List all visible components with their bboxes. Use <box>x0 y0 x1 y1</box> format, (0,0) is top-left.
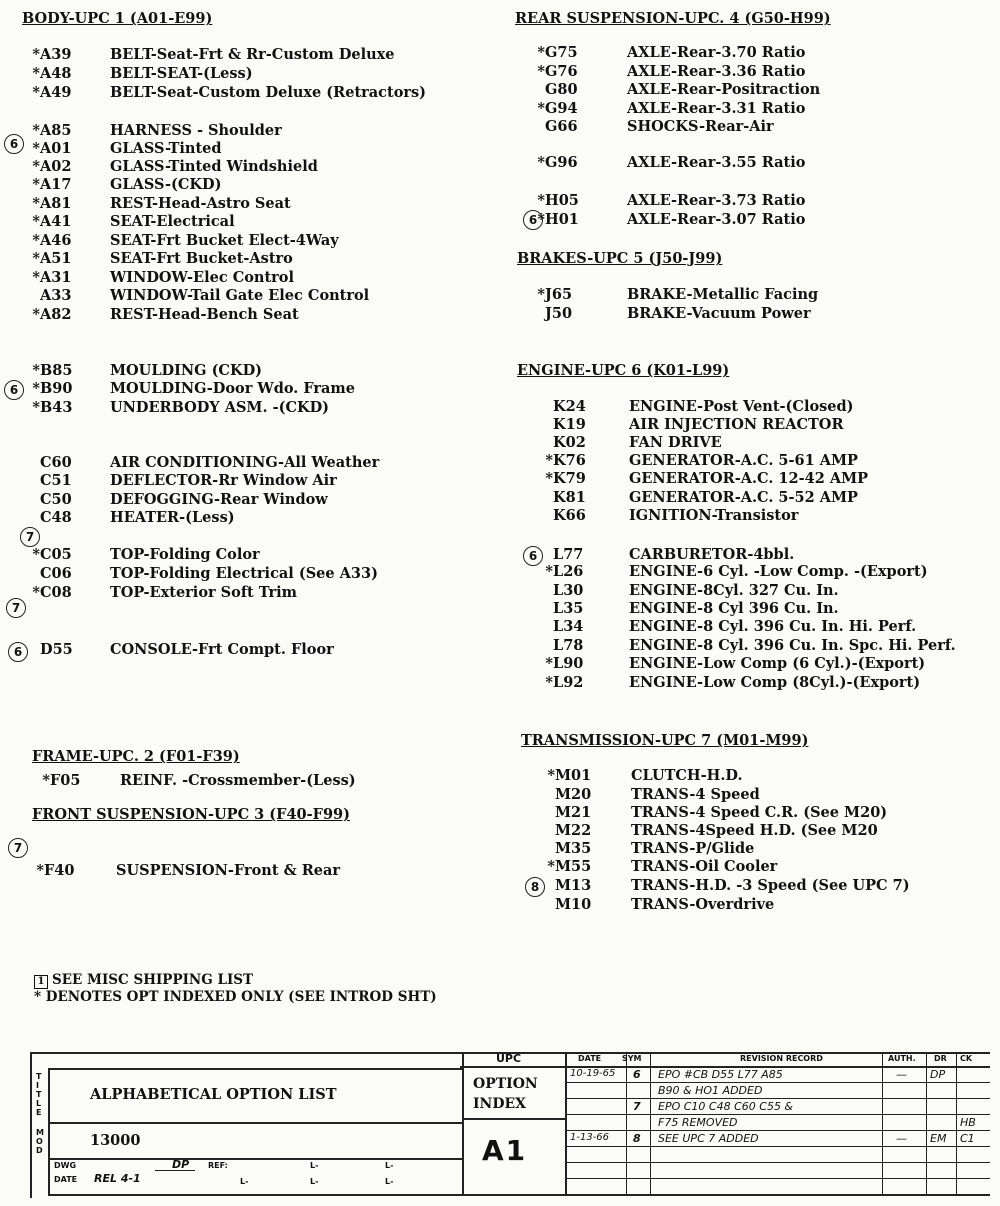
option-row <box>0 63 1000 81</box>
option-code: B85 <box>40 362 73 379</box>
option-row <box>0 674 1000 692</box>
opt-marker: * <box>32 546 40 563</box>
option-code: K81 <box>553 489 586 506</box>
revision-circle: 6 <box>523 210 543 230</box>
option-code: G80 <box>545 81 578 98</box>
option-row <box>0 637 1000 655</box>
rev-text: EPO C10 C48 C60 C55 & <box>658 1100 794 1113</box>
option-code: L92 <box>553 674 584 691</box>
option-row <box>0 100 1000 118</box>
option-code: K66 <box>553 507 586 524</box>
option-code: A46 <box>40 232 72 249</box>
option-code: A17 <box>40 176 72 193</box>
option-desc: TRANS-P/Glide <box>631 840 755 857</box>
option-code: M21 <box>555 804 592 821</box>
option-desc: CLUTCH-H.D. <box>631 767 743 784</box>
option-desc: CARBURETOR-4bbl. <box>629 546 795 563</box>
option-desc: DEFLECTOR-Rr Window Air <box>110 472 337 489</box>
note-denotes: * DENOTES OPT INDEXED ONLY (SEE INTROD SHT) <box>34 989 437 1005</box>
rev-text: SEE UPC 7 ADDED <box>658 1132 759 1145</box>
option-row <box>0 507 1000 525</box>
option-row <box>0 305 1000 323</box>
option-desc: SEAT-Frt Bucket Elect-4Way <box>110 232 339 249</box>
option-code: A82 <box>40 306 72 323</box>
option-desc: REINF. -Crossmember-(Less) <box>120 772 356 789</box>
option-row <box>0 44 1000 62</box>
opt-marker: * <box>547 767 555 784</box>
ref-label: REF: <box>208 1161 228 1170</box>
opt-marker: * <box>32 46 40 63</box>
opt-marker: * <box>545 655 553 672</box>
rear_susp-header: REAR SUSPENSION-UPC. 4 (G50-H99) <box>515 10 831 27</box>
option-code: G94 <box>545 100 578 117</box>
opt-marker: * <box>545 452 553 469</box>
option-code: G76 <box>545 63 578 80</box>
release-value: REL 4-1 <box>94 1172 141 1185</box>
l-label-1: L- <box>310 1161 319 1170</box>
option-row <box>0 81 1000 99</box>
option-code: K02 <box>553 434 586 451</box>
option-code: C06 <box>40 565 72 582</box>
option-code: G75 <box>545 44 578 61</box>
revision-circle: 6 <box>8 642 28 662</box>
option-desc: CONSOLE-Frt Compt. Floor <box>110 641 334 658</box>
option-row <box>0 489 1000 507</box>
revision-circle: 6 <box>523 546 543 566</box>
option-desc: ENGINE-6 Cyl. -Low Comp. -(Export) <box>629 563 928 580</box>
rev-ck: HB <box>960 1116 976 1129</box>
option-desc: MOULDING (CKD) <box>110 362 263 379</box>
option-desc: TRANS-4 Speed C.R. (See M20) <box>631 804 888 821</box>
option-row <box>0 655 1000 673</box>
option-row <box>0 250 1000 268</box>
option-desc: SEAT-Frt Bucket-Astro <box>110 250 293 267</box>
date-label: DATE <box>54 1175 78 1184</box>
option-desc: AXLE-Rear-Positraction <box>627 81 821 98</box>
mod-side-label: MOD <box>36 1128 44 1155</box>
rev-ck: C1 <box>960 1132 975 1145</box>
opt-marker: * <box>537 286 545 303</box>
auth-heading: AUTH. <box>888 1054 916 1063</box>
option-code: C48 <box>40 509 72 526</box>
dr-heading: DR <box>934 1054 947 1063</box>
option-desc: AXLE-Rear-3.73 Ratio <box>627 192 806 209</box>
option-code: M22 <box>555 822 592 839</box>
option-code: M13 <box>555 877 592 894</box>
opt-marker: * <box>545 563 553 580</box>
option-desc: AXLE-Rear-3.31 Ratio <box>627 100 806 117</box>
body-header: BODY-UPC 1 (A01-E99) <box>22 10 213 27</box>
sheet-number: A1 <box>482 1134 528 1167</box>
option-row <box>0 618 1000 636</box>
rev-dr: DP <box>930 1068 946 1081</box>
option-code: A33 <box>40 287 72 304</box>
opt-marker: * <box>32 65 40 82</box>
option-desc: AIR CONDITIONING-All Weather <box>110 454 380 471</box>
option-desc: TRANS-Overdrive <box>631 896 775 913</box>
option-row <box>0 767 1000 785</box>
option-code: C60 <box>40 454 72 471</box>
option-row <box>0 582 1000 600</box>
opt-marker: * <box>537 154 545 171</box>
option-row <box>0 822 1000 840</box>
opt-marker: * <box>32 306 40 323</box>
note-shipping-list: SEE MISC SHIPPING LIST <box>52 972 254 988</box>
front_susp-header: FRONT SUSPENSION-UPC 3 (F40-F99) <box>32 806 350 823</box>
option-desc: TOP-Exterior Soft Trim <box>110 584 298 601</box>
option-desc: TOP-Folding Electrical (See A33) <box>110 565 378 582</box>
option-code: A31 <box>40 269 72 286</box>
option-desc: TOP-Folding Color <box>110 546 260 563</box>
opt-marker: * <box>32 122 40 139</box>
dwg-label: DWG <box>54 1161 77 1170</box>
option-code: L35 <box>553 600 584 617</box>
l-label-4: L- <box>310 1177 319 1186</box>
option-desc: GENERATOR-A.C. 5-52 AMP <box>629 489 858 506</box>
rev-sym: 7 <box>633 1100 641 1113</box>
option-code: L90 <box>553 655 584 672</box>
option-code: C50 <box>40 491 72 508</box>
option-code: A81 <box>40 195 72 212</box>
option-desc: GLASS-Tinted Windshield <box>110 158 318 175</box>
option-code: A51 <box>40 250 72 267</box>
rev-auth: — <box>896 1132 907 1145</box>
opt-marker: * <box>32 250 40 267</box>
rev-sym: 8 <box>633 1132 641 1145</box>
dp-initials: DP <box>172 1158 190 1171</box>
opt-marker: * <box>537 211 545 228</box>
rev-text: B90 & HO1 ADDED <box>658 1084 763 1097</box>
rev-dr: EM <box>930 1132 947 1145</box>
note-box-number: 1 <box>34 975 48 989</box>
rev-sym: 6 <box>633 1068 641 1081</box>
option-desc: HARNESS - Shoulder <box>110 122 282 139</box>
option-code: M10 <box>555 896 592 913</box>
option-row <box>0 211 1000 229</box>
option-desc: BELT-SEAT-(Less) <box>110 65 253 82</box>
option-desc: ENGINE-Low Comp (8Cyl.)-(Export) <box>629 674 921 691</box>
option-desc: SUSPENSION-Front & Rear <box>116 862 341 879</box>
option-code: M01 <box>555 767 592 784</box>
date-heading: DATE <box>578 1054 602 1063</box>
option-code: A01 <box>40 140 72 157</box>
option-code: L78 <box>553 637 584 654</box>
option-code: M55 <box>555 858 592 875</box>
option-code: A02 <box>40 158 72 175</box>
opt-marker: * <box>537 44 545 61</box>
option-code: K76 <box>553 452 586 469</box>
option-row <box>0 470 1000 488</box>
option-code: H01 <box>545 211 579 228</box>
option-desc: ENGINE-8 Cyl. 396 Cu. In. Hi. Perf. <box>629 618 917 635</box>
engine-header: ENGINE-UPC 6 (K01-L99) <box>517 362 730 379</box>
option-row <box>0 563 1000 581</box>
option-desc: BELT-Seat-Custom Deluxe (Retractors) <box>110 84 427 101</box>
option-code: A39 <box>40 46 72 63</box>
option-desc: GLASS-Tinted <box>110 140 222 157</box>
opt-marker: * <box>537 63 545 80</box>
opt-marker: * <box>32 232 40 249</box>
option-code: L30 <box>553 582 584 599</box>
option-code: A48 <box>40 65 72 82</box>
option-code: C05 <box>40 546 72 563</box>
revision-heading: REVISION RECORD <box>740 1054 823 1063</box>
rev-text: EPO #CB D55 L77 A85 <box>658 1068 783 1081</box>
rev-text: F75 REMOVED <box>658 1116 738 1129</box>
option-desc: ENGINE-Low Comp (6 Cyl.)-(Export) <box>629 655 926 672</box>
option-row <box>0 858 1000 876</box>
option-code: K24 <box>553 398 586 415</box>
option-code: J65 <box>545 286 573 303</box>
title-side-label: TITLE <box>36 1072 42 1117</box>
option-row <box>0 452 1000 470</box>
option-row <box>0 269 1000 287</box>
option-code: M20 <box>555 786 592 803</box>
revision-circle: 7 <box>6 598 26 618</box>
frame-header: FRAME-UPC. 2 (F01-F39) <box>32 748 240 765</box>
option-desc: ENGINE-Post Vent-(Closed) <box>629 398 854 415</box>
option-desc: BELT-Seat-Frt & Rr-Custom Deluxe <box>110 46 395 63</box>
option-code: G66 <box>545 118 578 135</box>
opt-marker: * <box>32 84 40 101</box>
drawing-title: ALPHABETICAL OPTION LIST <box>90 1086 337 1103</box>
option-code: D55 <box>40 641 73 658</box>
option-desc: FAN DRIVE <box>629 434 722 451</box>
option-row <box>0 380 1000 398</box>
option-code: F40 <box>44 862 75 879</box>
option-desc: SHOCKS-Rear-Air <box>627 118 774 135</box>
option-row <box>0 600 1000 618</box>
option-row <box>0 232 1000 250</box>
option-row <box>0 896 1000 914</box>
option-desc: ENGINE-8 Cyl. 396 Cu. In. Spc. Hi. Perf. <box>629 637 956 654</box>
option-desc: TRANS-H.D. -3 Speed (See UPC 7) <box>631 877 910 894</box>
option-code: A49 <box>40 84 72 101</box>
option-desc: WINDOW-Elec Control <box>110 269 294 286</box>
rev-date: 1-13-66 <box>570 1132 610 1143</box>
option-desc: BRAKE-Metallic Facing <box>627 286 819 303</box>
option-desc: BRAKE-Vacuum Power <box>627 305 811 322</box>
option-code: J50 <box>545 305 573 322</box>
opt-marker: * <box>32 584 40 601</box>
ck-heading: CK <box>960 1054 973 1063</box>
trans-header: TRANSMISSION-UPC 7 (M01-M99) <box>521 732 809 749</box>
option-desc: ENGINE-8 Cyl 396 Cu. In. <box>629 600 839 617</box>
option-row <box>0 154 1000 172</box>
revision-circle: 8 <box>525 877 545 897</box>
option-row <box>0 546 1000 564</box>
option-code: C51 <box>40 472 72 489</box>
rev-auth: — <box>896 1068 907 1081</box>
option-desc: AXLE-Rear-3.36 Ratio <box>627 63 806 80</box>
opt-marker: * <box>32 195 40 212</box>
option-row <box>0 416 1000 434</box>
option-desc: TRANS-4 Speed <box>631 786 760 803</box>
l-label-2: L- <box>385 1161 394 1170</box>
revision-circle: 6 <box>4 380 24 400</box>
revision-circle: 7 <box>20 527 40 547</box>
option-desc: AIR INJECTION REACTOR <box>629 416 844 433</box>
opt-marker: * <box>32 269 40 286</box>
notes <box>34 972 437 1006</box>
opt-marker: * <box>547 858 555 875</box>
option-code: L34 <box>553 618 584 635</box>
sym-heading: SYM <box>622 1054 642 1063</box>
rev-date: 10-19-65 <box>570 1068 616 1079</box>
option-desc: AXLE-Rear-3.70 Ratio <box>627 44 806 61</box>
option-code: A85 <box>40 122 72 139</box>
opt-marker: * <box>545 674 553 691</box>
upc-heading: UPC <box>496 1052 522 1065</box>
option-row <box>0 877 1000 895</box>
option-code: B90 <box>40 380 73 397</box>
brakes-header: BRAKES-UPC 5 (J50-J99) <box>517 250 723 267</box>
opt-marker: * <box>545 470 553 487</box>
opt-marker: * <box>537 192 545 209</box>
opt-marker: * <box>32 176 40 193</box>
option-desc: GENERATOR-A.C. 5-61 AMP <box>629 452 858 469</box>
option-row <box>0 786 1000 804</box>
model-number: 13000 <box>90 1132 141 1149</box>
option-index-label: OPTION INDEX <box>473 1076 538 1112</box>
option-row <box>0 118 1000 136</box>
option-desc: AXLE-Rear-3.07 Ratio <box>627 211 806 228</box>
option-code: H05 <box>545 192 579 209</box>
option-desc: REST-Head-Bench Seat <box>110 306 299 323</box>
option-code: B43 <box>40 399 73 416</box>
option-code: L26 <box>553 563 584 580</box>
l-label-3: L- <box>240 1177 249 1186</box>
option-desc: GLASS-(CKD) <box>110 176 222 193</box>
option-code: K79 <box>553 470 586 487</box>
option-code: L77 <box>553 546 584 563</box>
option-row <box>0 192 1000 210</box>
option-row <box>0 398 1000 416</box>
revision-circle: 6 <box>4 134 24 154</box>
option-code: C08 <box>40 584 72 601</box>
option-code: M35 <box>555 840 592 857</box>
opt-marker: * <box>36 862 44 879</box>
option-desc: SEAT-Electrical <box>110 213 235 230</box>
option-desc: GENERATOR-A.C. 12-42 AMP <box>629 470 869 487</box>
option-desc: MOULDING-Door Wdo. Frame <box>110 380 355 397</box>
opt-marker: * <box>32 399 40 416</box>
option-row <box>0 804 1000 822</box>
option-code: A41 <box>40 213 72 230</box>
opt-marker: * <box>537 100 545 117</box>
option-desc: TRANS-Oil Cooler <box>631 858 778 875</box>
title-block <box>30 1048 990 1198</box>
option-row <box>0 286 1000 304</box>
option-desc: TRANS-4Speed H.D. (See M20 <box>631 822 878 839</box>
opt-marker: * <box>32 213 40 230</box>
opt-marker: * <box>32 158 40 175</box>
revision-circle: 7 <box>8 838 28 858</box>
option-desc: DEFOGGING-Rear Window <box>110 491 328 508</box>
option-desc: UNDERBODY ASM. -(CKD) <box>110 399 330 416</box>
opt-marker: * <box>32 362 40 379</box>
opt-marker: * <box>32 140 40 157</box>
option-code: K19 <box>553 416 586 433</box>
option-desc: ENGINE-8Cyl. 327 Cu. In. <box>629 582 839 599</box>
option-desc: IGNITION-Transistor <box>629 507 799 524</box>
option-row <box>0 840 1000 858</box>
opt-marker: * <box>32 380 40 397</box>
option-desc: AXLE-Rear-3.55 Ratio <box>627 154 806 171</box>
option-row <box>0 434 1000 452</box>
option-desc: WINDOW-Tail Gate Elec Control <box>110 287 370 304</box>
option-row <box>0 362 1000 380</box>
option-code: F05 <box>50 772 81 789</box>
option-desc: REST-Head-Astro Seat <box>110 195 291 212</box>
option-desc: HEATER-(Less) <box>110 509 235 526</box>
option-code: G96 <box>545 154 578 171</box>
l-label-5: L- <box>385 1177 394 1186</box>
opt-marker: * <box>42 772 50 789</box>
